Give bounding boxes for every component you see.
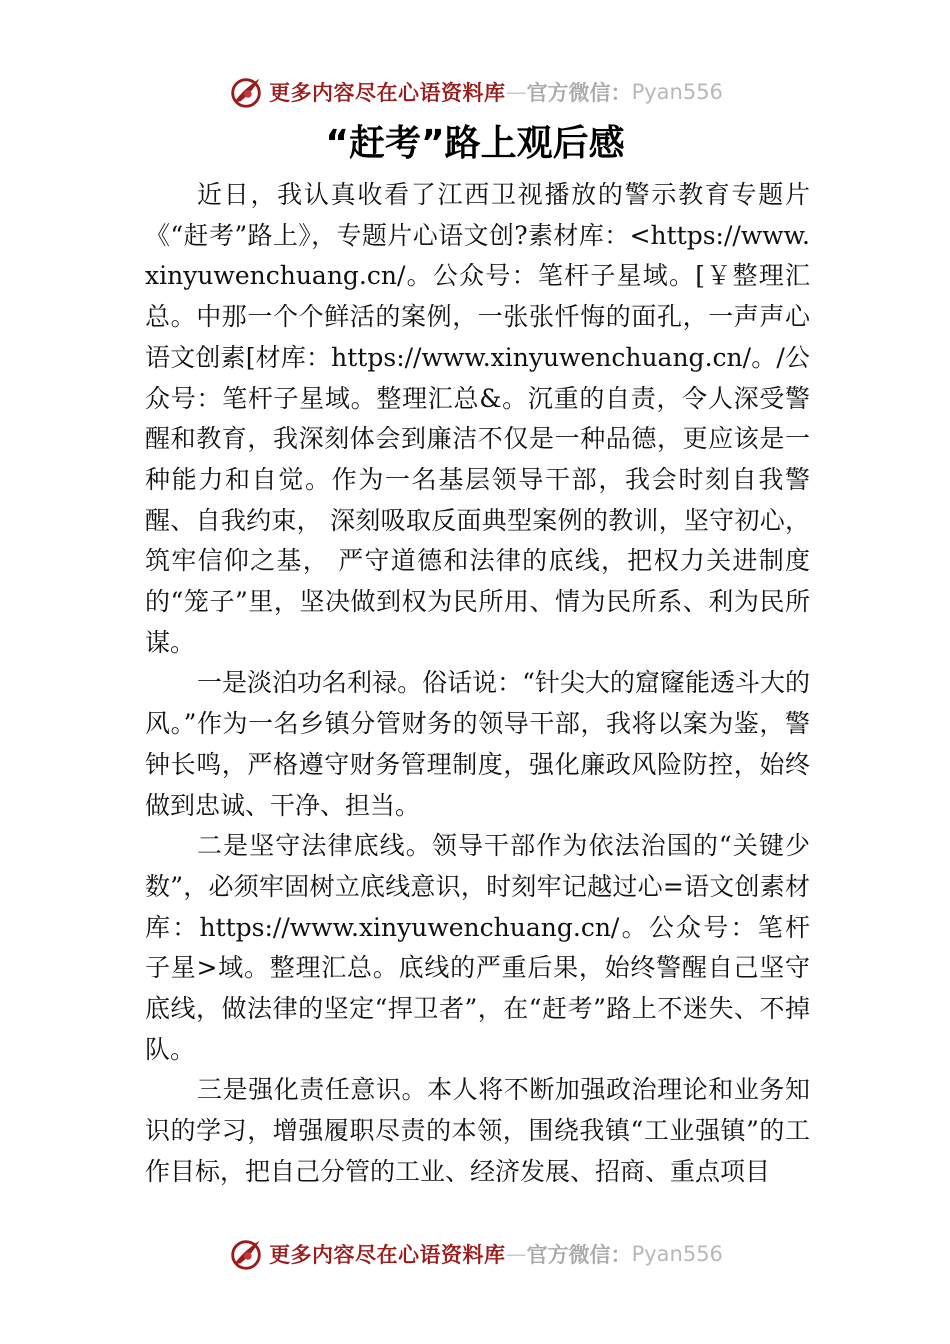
banner-wechat-id: Pyan556 — [631, 80, 723, 104]
footer-banner — [0, 1230, 950, 1278]
banner-wechat-id: Pyan556 — [631, 1242, 723, 1266]
banner-wechat-label: 官方微信： — [526, 81, 632, 105]
banner-separator: — — [505, 80, 527, 104]
brush-logo-icon — [227, 1235, 265, 1273]
banner-wechat-label: 官方微信： — [526, 1243, 632, 1267]
document-title: “赶考”路上观后感 — [325, 123, 625, 164]
paragraph-point-two: 二是坚守法律底线。领导干部作为依法治国的“关键少数”，必须牢固树立底线意识，时刻牢记越过心=语文创素材库：https://www.xinyuwenchuang.cn/。公众号：笔杆子星>域。整理汇总。底线的严重后果，始终警醒自己坚守底线，做法律的坚定“捍卫者”，在“赶考”路上不迷失、不掉队。 — [145, 831, 810, 1064]
paragraph-point-three: 三是强化责任意识。本人将不断加强政治理论和业务知识的学习，增强履职尽责的本领，围绕我镇“工业强镇”的工作目标，把自己分管的工业、经济发展、招商、重点项目 — [145, 1075, 810, 1186]
paragraph-point-one: 一是淡泊功名利禄。俗话说：“针尖大的窟窿能透斗大的风。”作为一名乡镇分管财务的领导干部，我将以案为鉴，警钟长鸣，严格遵守财务管理制度，强化廉政风险防控，始终做到忠诚、干净、担当。 — [145, 668, 810, 820]
document-body — [145, 175, 810, 1193]
paragraph-intro: 近日，我认真收看了江西卫视播放的警示教育专题片《“赶考”路上》，专题片心语文创?素材库：<https://www.xinyuwenchuang.cn/。公众号：笔杆子星域。[￥整理汇总。中那一个个鲜活的案例，一张张忏悔的面孔，一声声心语文创素[材库：https://www.xinyuwenchuang.cn/。/公众号：笔杆子星域。整理汇总&。沉重的自责，令人深受警醒和教育，我深刻体会到廉洁不仅是一种品德，更应该是一种能力和自觉。作为一名基层领导干部，我会时刻自我警醒、自我约束， 深刻吸取反面典型案例的教训，坚守初心，筑牢信仰之基， 严守道德和法律的底线，把权力关进制度的“笼子”里，坚决做到权为民所用、情为民所系、利为民所谋。 — [145, 180, 810, 657]
banner-separator: — — [505, 1242, 527, 1266]
banner-main-text: 更多内容尽在心语资料库 — [269, 1243, 506, 1267]
header-banner — [0, 68, 950, 116]
brush-logo-icon — [227, 73, 265, 111]
banner-main-text: 更多内容尽在心语资料库 — [269, 81, 506, 105]
